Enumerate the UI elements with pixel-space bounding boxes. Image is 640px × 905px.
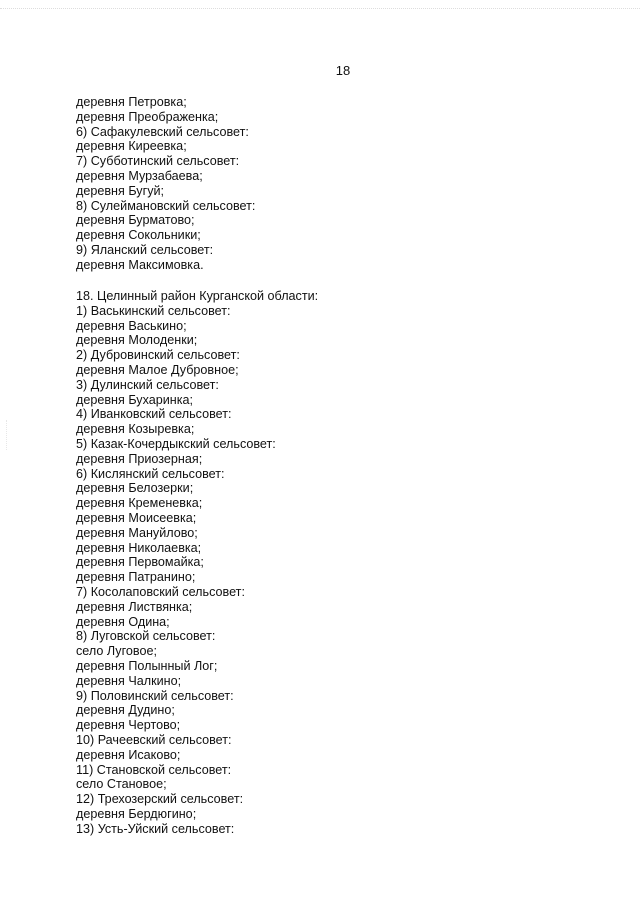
text-line: деревня Сокольники; bbox=[76, 228, 201, 243]
text-line: деревня Чертово; bbox=[76, 718, 181, 733]
text-line: деревня Исаково; bbox=[76, 747, 181, 762]
text-line: деревня Малое Дубровное; bbox=[76, 362, 239, 377]
text-line: деревня Мануйлово; bbox=[76, 525, 198, 540]
text-line: 12) Трехозерский сельсовет: bbox=[76, 792, 244, 807]
text-line: 13) Усть-Уйский сельсовет: bbox=[76, 821, 235, 836]
text-line: деревня Петровка; bbox=[76, 95, 187, 109]
text-line: деревня Молоденки; bbox=[76, 333, 198, 348]
text-line: село Становое; bbox=[76, 777, 167, 792]
text-line: деревня Киреевка; bbox=[76, 139, 187, 154]
text-line: деревня Бердюгино; bbox=[76, 806, 197, 821]
text-line: деревня Преображенка; bbox=[76, 109, 219, 124]
text-line: 5) Казак-Кочердыкский сельсовет: bbox=[76, 436, 276, 451]
text-line: 9) Половинский сельсовет: bbox=[76, 688, 234, 703]
text-line: деревня Патранино; bbox=[76, 570, 196, 585]
text-line: 1) Васькинский сельсовет: bbox=[76, 303, 231, 318]
text-line: 6) Кислянский сельсовет: bbox=[76, 466, 225, 481]
text-line: 6) Сафакулевский сельсовет: bbox=[76, 124, 249, 139]
text-line: деревня Моисеевка; bbox=[76, 510, 197, 525]
text-line: 11) Становской сельсовет: bbox=[76, 762, 232, 777]
text-line: деревня Бухаринка; bbox=[76, 392, 194, 407]
text-line: деревня Бурматово; bbox=[76, 213, 195, 228]
text-line: деревня Одина; bbox=[76, 614, 170, 629]
text-line: деревня Николаевка; bbox=[76, 540, 202, 555]
text-block-continuation bbox=[76, 95, 556, 273]
text-line: 8) Сулеймановский сельсовет: bbox=[76, 198, 256, 213]
text-line: 8) Луговской сельсовет: bbox=[76, 629, 216, 644]
text-line: деревня Дудино; bbox=[76, 703, 175, 718]
text-line: деревня Максимовка. bbox=[76, 257, 204, 272]
text-line: село Луговое; bbox=[76, 644, 157, 659]
text-line: деревня Мурзабаева; bbox=[76, 168, 203, 183]
text-line: 7) Косолаповский сельсовет: bbox=[76, 584, 245, 599]
text-line: деревня Первомайка; bbox=[76, 555, 204, 570]
text-line: деревня Полынный Лог; bbox=[76, 658, 218, 673]
text-line: 10) Рачеевский сельсовет: bbox=[76, 732, 232, 747]
scan-artifact-left bbox=[6, 420, 8, 450]
text-line: 3) Дулинский сельсовет: bbox=[76, 377, 219, 392]
text-line: деревня Козыревка; bbox=[76, 422, 195, 437]
scan-artifact-top bbox=[0, 8, 640, 11]
text-line: 2) Дубровинский сельсовет: bbox=[76, 348, 240, 363]
text-line: 18. Целинный район Курганской области: bbox=[76, 289, 319, 303]
text-line: деревня Белозерки; bbox=[76, 481, 194, 496]
text-line: 9) Яланский сельсовет: bbox=[76, 242, 214, 257]
text-line: 4) Иванковский сельсовет: bbox=[76, 407, 232, 422]
text-line: деревня Кременевка; bbox=[76, 496, 203, 511]
text-block-tselinny-district bbox=[76, 289, 556, 836]
text-line: 7) Субботинский сельсовет: bbox=[76, 154, 240, 169]
text-line: деревня Чалкино; bbox=[76, 673, 182, 688]
text-line: деревня Бугуй; bbox=[76, 183, 165, 198]
text-line: деревня Приозерная; bbox=[76, 451, 203, 466]
text-line: деревня Листвянка; bbox=[76, 599, 193, 614]
text-line: деревня Васькино; bbox=[76, 318, 187, 333]
page-number: 18 bbox=[335, 63, 351, 78]
